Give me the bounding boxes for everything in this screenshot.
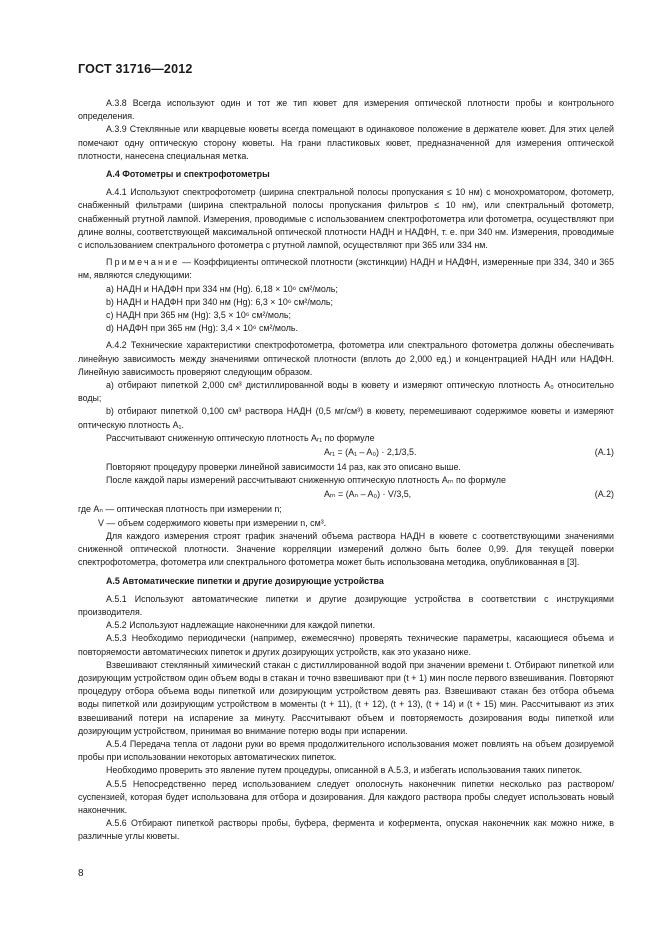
formula-a1-expression: Aᵣ₁ = (A₁ – A₀) · 2,1/3,5.	[324, 447, 417, 458]
paragraph-a42-b: b) отбирают пипеткой 0,100 см³ раствора НАДН (0,5 мг/см³) в кювету, перемешивают содержимое кюветы и измеряют оптическую плотность A₁.	[78, 406, 614, 430]
section-heading-a4: А.4 Фотометры и спектрофотометры	[106, 169, 270, 180]
formula-a2	[78, 488, 614, 502]
formula-a1	[78, 446, 614, 460]
note-text: — Коэффициенты оптической плотности (экстинкции) НАДН и НАДФН, измеренные при 334, 340 и 365 нм, являются следующими:	[78, 257, 614, 281]
paragraph-weigh: Взвешивают стеклянный химический стакан с дистиллированной водой при значении времени t. Отбирают пипеткой или дозирующим устройством один объем воды в стакан и точно взвешивают при (t + 1) мин после первого взвешивания. Повторяют процедуру отбора объема воды пипеткой или дозирующим устройством девять раз. Взвешивают стакан без отбора объема воды пипеткой или дозирующим устройством в моменты (t + 11), (t + 12), (t + 13), (t + 14) и (t + 15) мин. Рассчитывают из этих взвешиваний потери на испарение за минуту. Рассчитывают объем и повторяемость дозирования воды пипеткой или дозирующим устройством, принимая во внимание потерю воды при испарении.	[78, 659, 614, 736]
note-item-d: d) НАДФН при 365 нм (Hg): 3,4 × 10⁶ см²/моль.	[106, 323, 299, 334]
paragraph-check: Необходимо проверить это явление путем процедуры, описанной в А.5.3, и избегать использования таких пипеток.	[106, 765, 583, 776]
paragraph-a42: А.4.2 Технические характеристики спектрофотометра, фотометра или спектрального фотометра должны обеспечивать линейную зависимость между значениями оптической плотности (вплоть до 2,000 ед.) и концентрацией НАДН или НАДФН. Линейную зависимость проверяют следующим образом.	[78, 340, 614, 377]
paragraph-a38: А.3.8 Всегда используют один и тот же тип кювет для измерения оптической плотности пробы и контрольного определения.	[78, 98, 614, 122]
note-paragraph	[78, 256, 614, 282]
note-item-c: c) НАДН при 365 нм (Hg): 3,5 × 10⁶ см²/моль;	[106, 310, 291, 321]
paragraph-a55: А.5.5 Непосредственно перед использованием следует ополоснуть наконечник пипетки несколько раз раствором/суспензией, которая будет использована для отбора и дозирования. Для каждого раствора пробы следует использовать новый наконечник.	[78, 778, 614, 815]
formula-a1-number: (А.1)	[594, 447, 614, 458]
note-item-b: b) НАДН и НАДФН при 340 нм (Hg): 6,3 × 10⁶ см²/моль;	[106, 296, 333, 307]
paragraph-calc1: Рассчитывают сниженную оптическую плотность Aᵣ₁ по формуле	[106, 432, 375, 443]
paragraph-repeat: Повторяют процедуру проверки линейной зависимости 14 раз, как это описано выше.	[106, 462, 461, 473]
page-number: 8	[78, 868, 84, 879]
paragraph-a53: А.5.3 Необходимо периодически (например, ежемесячно) проверять технические параметры, касающиеся объема и повторяемости автоматических пипеток и других дозирующих устройств, как это указано ниже.	[78, 633, 614, 657]
paragraph-a41: А.4.1 Используют спектрофотометр (ширина спектральной полосы пропускания ≤ 10 нм) с монохроматором, фотометр, снабженный фильтрами (ширина спектральной полосы пропускания фильтров ≤ 10 нм), или спектральный фотометр, снабженный ртутной лампой. Измерения, проводимые с использованием спектрофотометра или фотометра, осуществляют при длине волны, соответствующей максимальной оптической плотности НАДН и НАДФН, т. е. при 340 нм. Измерения, проводимые с использованием спектрального фотометра с ртутной лампой, осуществляют при 365 или 334 нм.	[78, 187, 614, 251]
formula-a2-number: (А.2)	[594, 489, 614, 500]
paragraph-calc2: После каждой пары измерений рассчитывают сниженную оптическую плотность Aᵣₙ по формуле	[106, 475, 506, 486]
paragraph-a54: А.5.4 Передача тепла от ладони руки во время продолжительного использования может повлиять на объем дозируемой пробы при использовании некоторых автоматических пипеток.	[78, 738, 614, 763]
where-line-2: V — объем содержимого кюветы при измерении n, см³.	[98, 517, 327, 528]
note-label: Примечание	[106, 257, 180, 268]
paragraph-a51: А.5.1 Используют автоматические пипетки и другие дозирующие устройства в соответствии с инструкциями производителя.	[78, 593, 614, 617]
paragraph-graph: Для каждого измерения строят график значений объема раствора НАДН в кювете с соответствующими значениями сниженной оптической плотности. Значение корреляции измерений должно быть более 0,99. Для текущей поверки спектрофотометра, фотометра или спектрального фотометра может быть использована методика, опубликованная в [3].	[78, 530, 614, 568]
formula-a2-expression: Aᵣₙ = (Aₙ – A₀) · V/3,5,	[324, 489, 412, 500]
paragraph-a52: А.5.2 Используют надлежащие наконечники для каждой пипетки.	[106, 620, 376, 631]
section-heading-a5: А.5 Автоматические пипетки и другие дозирующие устройства	[106, 575, 384, 586]
paragraph-a56: А.5.6 Отбирают пипеткой растворы пробы, буфера, фермента и кофермента, опуская наконечник как можно ниже, в различные углы кюветы.	[78, 818, 614, 842]
document-body	[78, 97, 614, 844]
note-item-a: a) НАДН и НАДФН при 334 нм (Hg). 6,18 × 10⁶ см²/моль;	[106, 283, 338, 294]
document-header: ГОСТ 31716—2012	[78, 62, 193, 76]
paragraph-a42-a: а) отбирают пипеткой 2,000 см³ дистиллированной воды в кювету и измеряют оптическую плотность A₀ относительно воды;	[78, 380, 614, 404]
where-line-1: где Aₙ — оптическая плотность при измерении n;	[78, 504, 282, 515]
paragraph-a39: А.3.9 Стеклянные или кварцевые кюветы всегда помещают в одинаковое положение в держателе кювет. Для этих целей помечают одну оптическую сторону кюветы. На грани пластиковых кювет, предназначенной для измерения оптической плотности, нанесена специальная метка.	[78, 124, 614, 161]
